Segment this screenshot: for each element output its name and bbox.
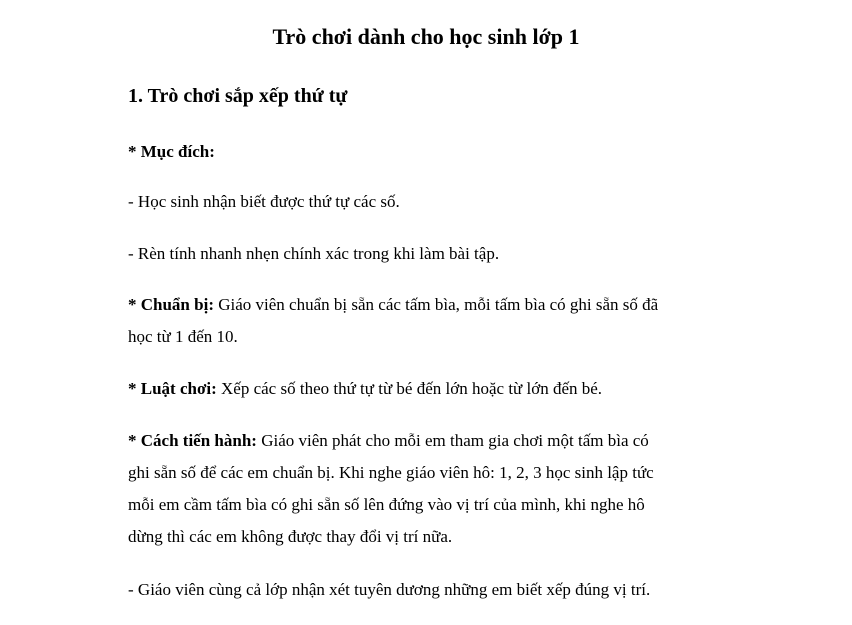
purpose-item-2: - Rèn tính nhanh nhẹn chính xác trong khi làm bài tập. [128,244,500,263]
section-heading: 1. Trò chơi sắp xếp thứ tự [128,85,348,107]
procedure-paragraph [128,425,654,553]
rules-label: * Luật chơi: [128,379,217,398]
procedure-label: * Cách tiến hành: [128,431,257,450]
document-title: Trò chơi dành cho học sinh lớp 1 [272,24,580,49]
procedure-line-2: ghi sẵn số để các em chuẩn bị. Khi nghe giáo viên hô: 1, 2, 3 học sinh lập tức [128,463,654,482]
procedure-line-4: dừng thì các em không được thay đổi vị trí nữa. [128,527,453,546]
purpose-label: * Mục đích: [128,142,215,161]
procedure-text-1: Giáo viên phát cho mỗi em tham gia chơi một tấm bìa có [256,431,649,450]
purpose-label-paragraph [128,136,215,168]
preparation-paragraph [128,289,658,353]
preparation-line-1 [128,289,658,321]
procedure-line-3: mỗi em cầm tấm bìa có ghi sẵn số lên đứng vào vị trí của mình, khi nghe hô [128,495,645,514]
preparation-text-1: Giáo viên chuẩn bị sẵn các tấm bìa, mỗi tấm bìa có ghi sẵn số đã [213,295,659,314]
rules-paragraph [128,373,602,405]
evaluation-paragraph: - Giáo viên cùng cả lớp nhận xét tuyên dương những em biết xếp đúng vị trí. [128,580,651,599]
purpose-item-1: - Học sinh nhận biết được thứ tự các số. [128,192,400,211]
preparation-line-2: học từ 1 đến 10. [128,327,238,346]
procedure-line-1 [128,425,654,457]
rules-text: Xếp các số theo thứ tự từ bé đến lớn hoặc từ lớn đến bé. [216,379,603,398]
preparation-label: * Chuẩn bị: [128,295,214,314]
